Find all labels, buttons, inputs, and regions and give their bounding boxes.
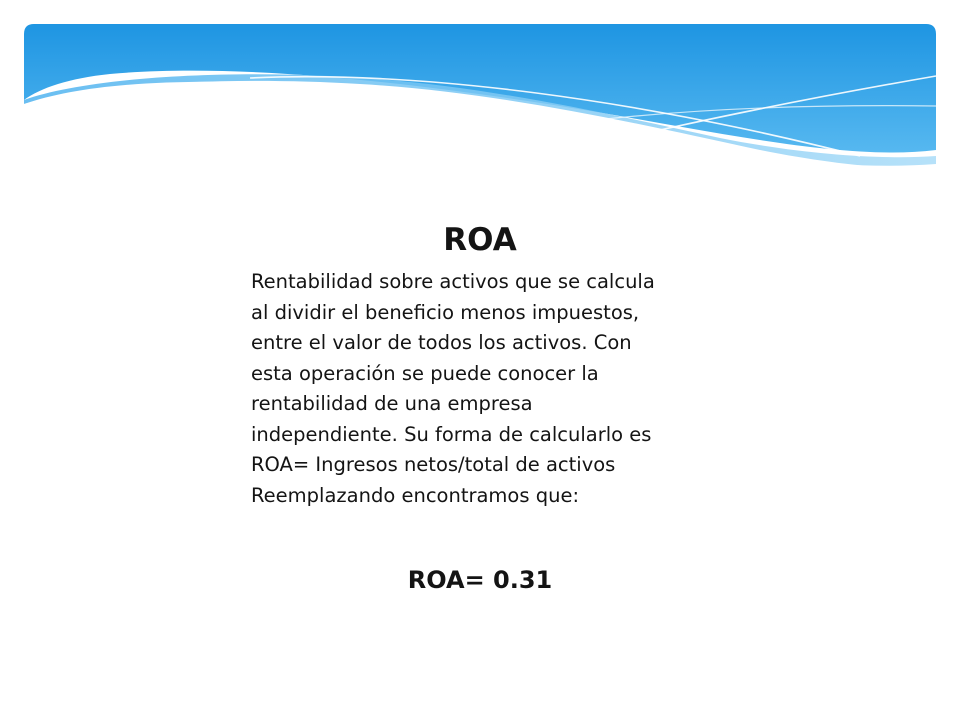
definition-line: ROA= Ingresos netos/total de activos	[251, 453, 616, 476]
definition-line: independiente. Su forma de calcularlo es	[251, 422, 652, 446]
header-wave-banner	[0, 0, 960, 180]
slide-title: ROA	[443, 222, 517, 258]
definition-line: rentabilidad de una empresa	[251, 392, 533, 415]
definition-text	[251, 267, 726, 511]
roa-result: ROA= 0.31	[407, 566, 553, 594]
definition-line: Rentabilidad sobre activos que se calcula	[251, 270, 655, 293]
definition-line: esta operación se puede conocer la	[251, 361, 599, 385]
definition-line: entre el valor de todos los activos. Con	[251, 331, 632, 354]
definition-line: al dividir el beneficio menos impuestos,	[251, 300, 640, 324]
definition-line: Reemplazando encontramos que:	[251, 483, 580, 507]
